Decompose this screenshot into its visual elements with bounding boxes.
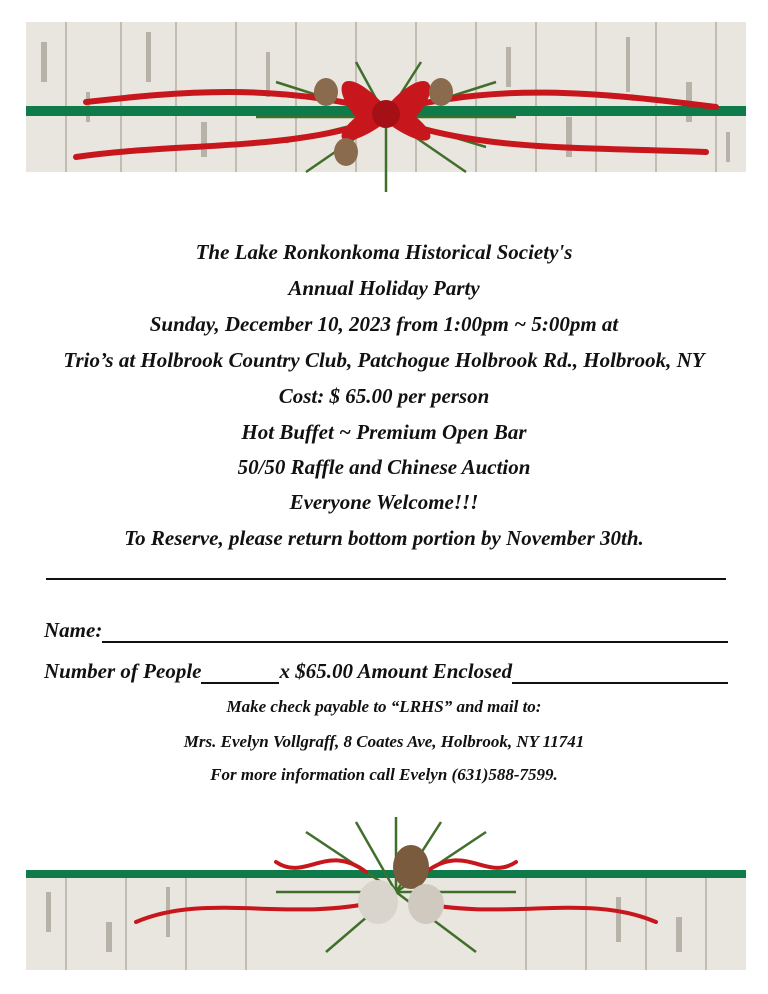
people-count-blank[interactable] <box>201 662 279 684</box>
cut-line-divider <box>46 578 726 580</box>
amount-enclosed-blank[interactable] <box>512 662 728 684</box>
event-welcome: Everyone Welcome!!! <box>289 490 479 514</box>
name-label: Name: <box>44 618 103 642</box>
event-food: Hot Buffet ~ Premium Open Bar <box>241 420 527 444</box>
name-blank[interactable] <box>102 621 728 643</box>
name-row <box>44 618 728 643</box>
wood-garland-pinecone-icon <box>26 812 746 970</box>
society-heading: The Lake Ronkonkoma Historical Society's <box>195 240 573 264</box>
bottom-garland-banner <box>26 812 746 970</box>
check-payable-line: Make check payable to “LRHS” and mail to: <box>226 697 542 716</box>
price-text: x $65.00 Amount Enclosed <box>279 659 513 683</box>
event-raffle: 50/50 Raffle and Chinese Auction <box>237 455 531 479</box>
reserve-instruction: To Reserve, please return bottom portion by November 30th. <box>124 526 644 550</box>
event-cost: Cost: $ 65.00 per person <box>278 384 490 408</box>
people-label: Number of People <box>44 659 202 683</box>
event-venue: Trio’s at Holbrook Country Club, Patchogue Holbrook Rd., Holbrook, NY <box>63 348 705 372</box>
event-name: Annual Holiday Party <box>288 276 480 300</box>
contact-info: For more information call Evelyn (631)588-7599. <box>210 765 558 784</box>
mailing-address: Mrs. Evelyn Vollgraff, 8 Coates Ave, Holbrook, NY 11741 <box>183 732 585 751</box>
top-garland-banner <box>26 22 746 202</box>
people-row <box>44 659 728 684</box>
event-date-time: Sunday, December 10, 2023 from 1:00pm ~ 5:00pm at <box>149 312 619 336</box>
wood-garland-bow-icon <box>26 22 746 202</box>
